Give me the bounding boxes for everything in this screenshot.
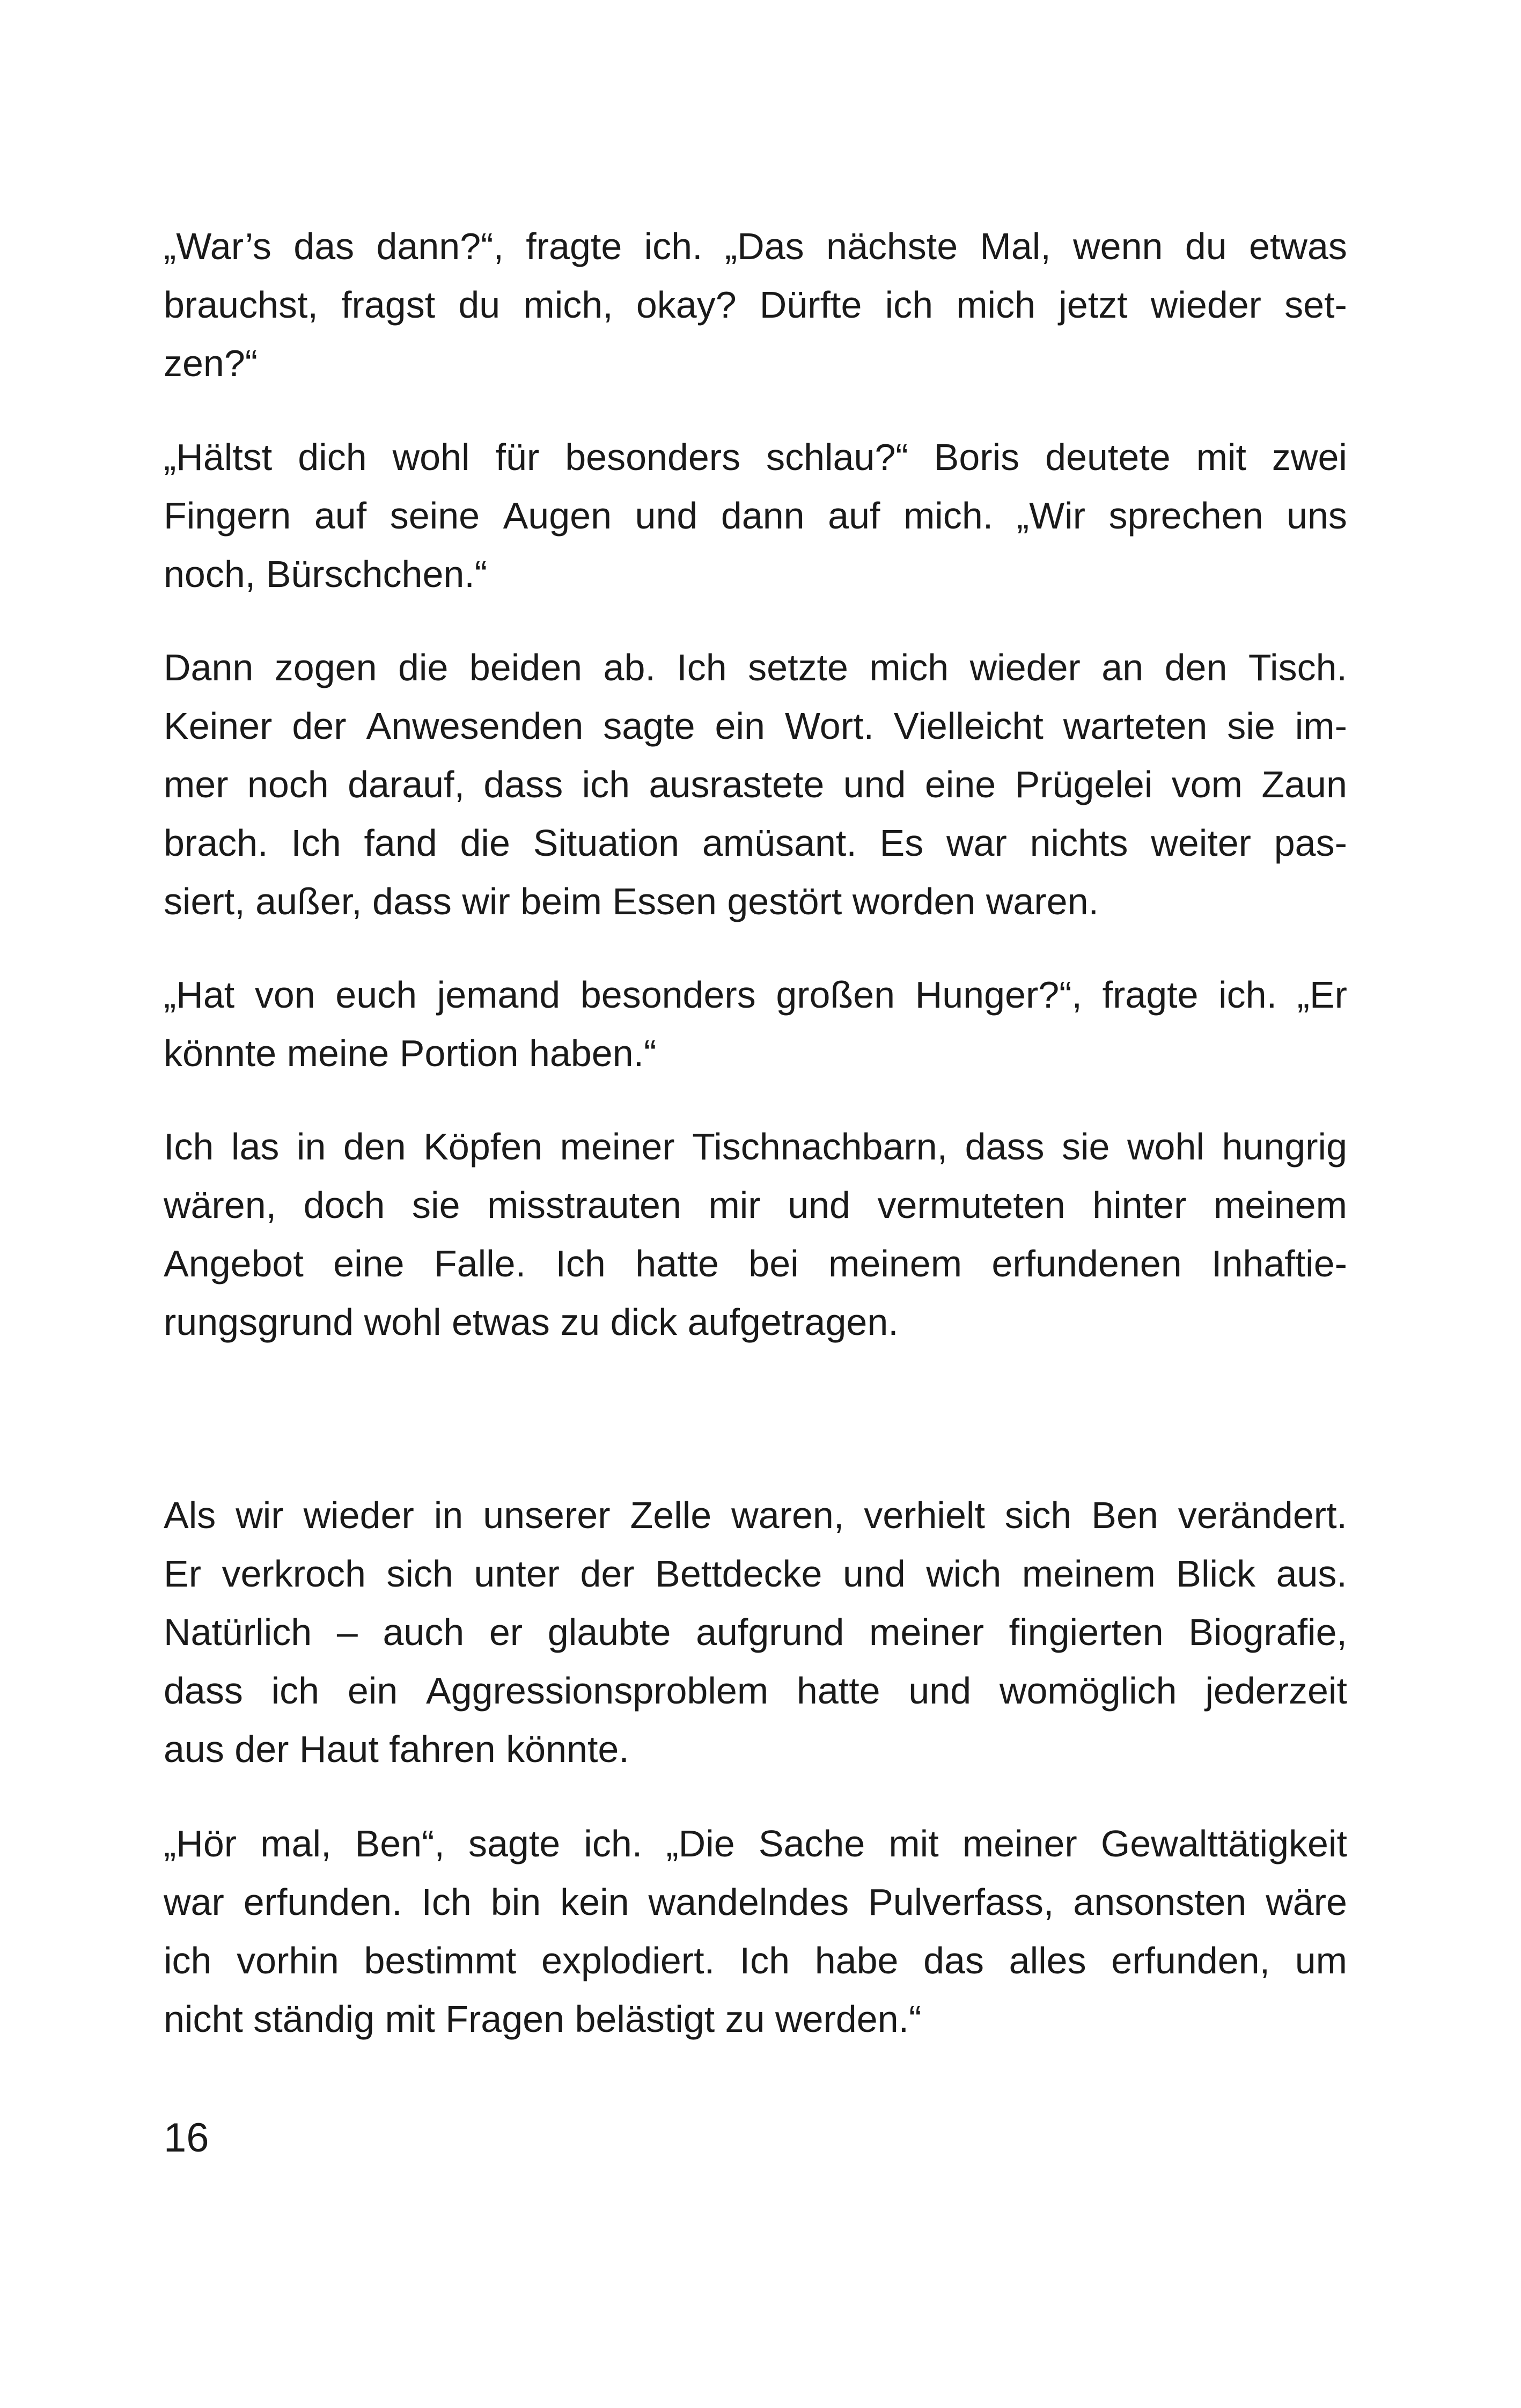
text-line: Natürlich – auch er glaubte aufgrund meiner fingierten Biografie, xyxy=(164,1611,1347,1653)
text-line: siert, außer, dass wir beim Essen gestört worden waren. xyxy=(164,880,1099,922)
text-line: brauchst, fragst du mich, okay? Dürfte ich mich jetzt wieder set- xyxy=(164,284,1347,326)
text-line: Ich las in den Köpfen meiner Tischnachbarn, dass sie wohl hungrig xyxy=(164,1126,1347,1168)
text-line: Angebot eine Falle. Ich hatte bei meinem erfundenen Inhaftie- xyxy=(164,1243,1347,1284)
text-line: „Hältst dich wohl für besonders schlau?“ Boris deutete mit zwei xyxy=(164,436,1347,478)
text-line: nicht ständig mit Fragen belästigt zu werden.“ xyxy=(164,1998,922,2040)
text-line: brach. Ich fand die Situation amüsant. Es war nichts weiter pas- xyxy=(164,822,1347,864)
text-line: Fingern auf seine Augen und dann auf mich. „Wir sprechen uns xyxy=(164,495,1347,537)
text-line: Er verkroch sich unter der Bettdecke und wich meinem Blick aus. xyxy=(164,1553,1347,1595)
text-line: wären, doch sie misstrauten mir und vermuteten hinter meinem xyxy=(164,1184,1347,1226)
paragraph xyxy=(164,1118,1347,1352)
text-line: könnte meine Portion haben.“ xyxy=(164,1032,657,1074)
text-line: dass ich ein Aggressionsproblem hatte und womöglich jederzeit xyxy=(164,1670,1347,1712)
text-line: rungsgrund wohl etwas zu dick aufgetragen. xyxy=(164,1301,899,1343)
paragraph xyxy=(164,966,1347,1083)
paragraph xyxy=(164,1815,1347,2049)
text-line: Keiner der Anwesenden sagte ein Wort. Vielleicht warteten sie im- xyxy=(164,705,1347,747)
text-line: „Hör mal, Ben“, sagte ich. „Die Sache mit meiner Gewalttätigkeit xyxy=(164,1823,1347,1864)
text-line: noch, Bürschchen.“ xyxy=(164,553,488,595)
paragraph xyxy=(164,1486,1347,1779)
paragraph xyxy=(164,428,1347,604)
text-line: Dann zogen die beiden ab. Ich setzte mich wieder an den Tisch. xyxy=(164,647,1347,688)
text-line: „War’s das dann?“, fragte ich. „Das nächste Mal, wenn du etwas xyxy=(164,225,1347,267)
text-line: „Hat von euch jemand besonders großen Hunger?“, fragte ich. „Er xyxy=(164,974,1347,1016)
page-number: 16 xyxy=(164,2115,209,2161)
paragraph xyxy=(164,638,1347,931)
text-line: ich vorhin bestimmt explodiert. Ich habe das alles erfunden, um xyxy=(164,1940,1347,1981)
text-line: Als wir wieder in unserer Zelle waren, verhielt sich Ben verändert. xyxy=(164,1494,1347,1536)
text-line: zen?“ xyxy=(164,342,258,384)
text-line: aus der Haut fahren könnte. xyxy=(164,1728,629,1770)
text-line: mer noch darauf, dass ich ausrastete und eine Prügelei vom Zaun xyxy=(164,763,1347,805)
text-line: war erfunden. Ich bin kein wandelndes Pulverfass, ansonsten wäre xyxy=(164,1881,1347,1923)
paragraph xyxy=(164,217,1347,393)
